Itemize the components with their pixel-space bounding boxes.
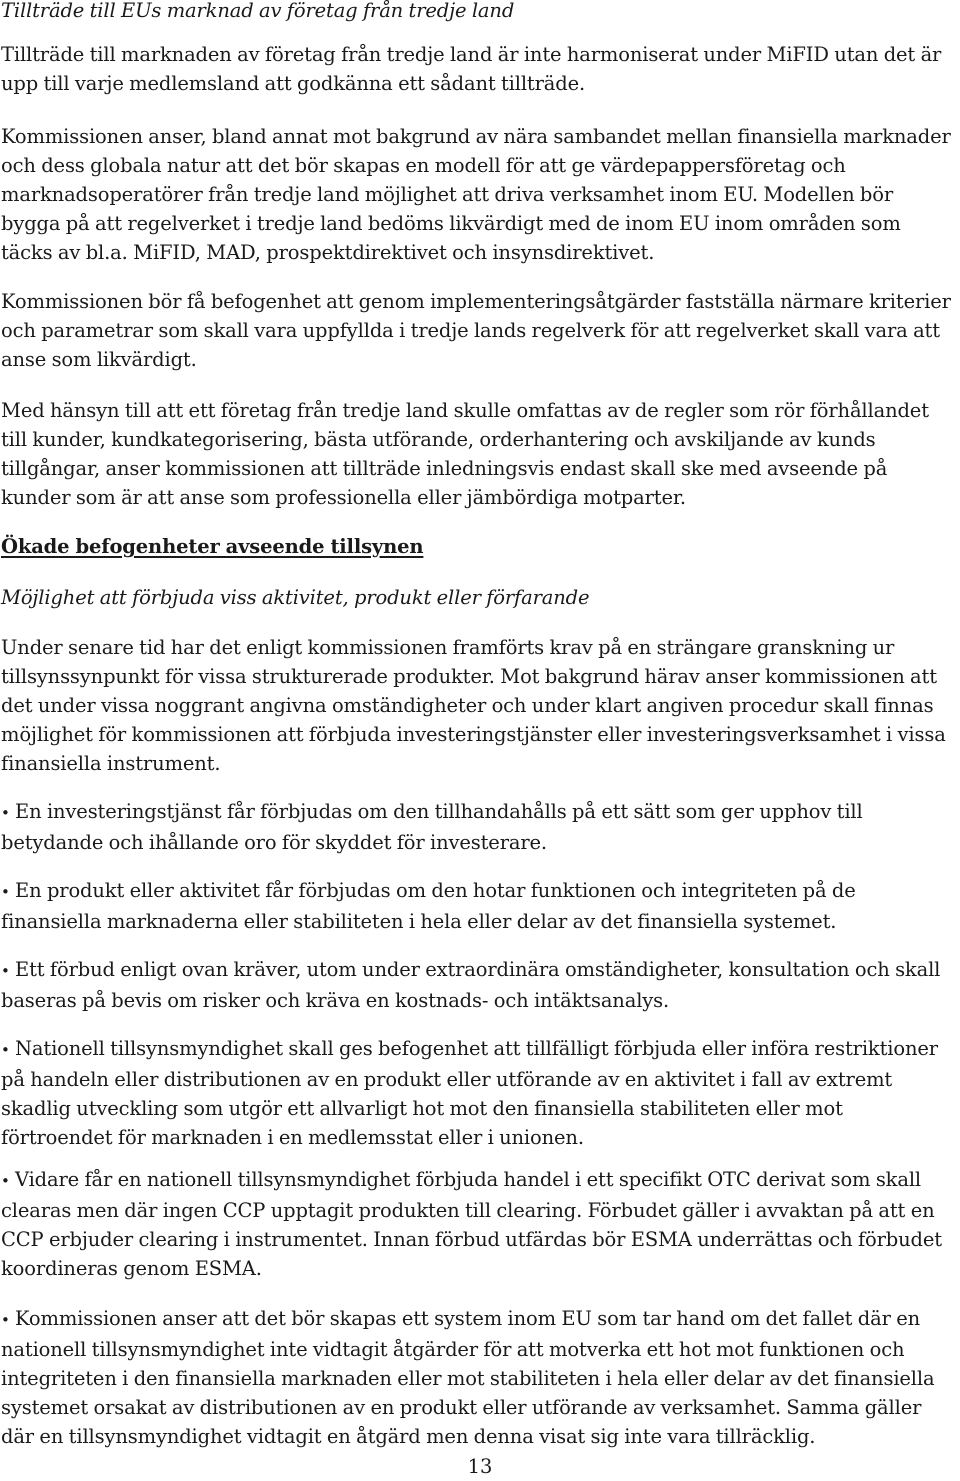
list-item-text: Vidare får en nationell tillsynsmyndighet förbjuda handel i ett specifikt OTC derivat som skall clearas men där ingen CCP upptagit produkten till clearing. Förbudet gäller i avvaktan på att en CCP erbjuder clearing i instrumentet. Innan förbud utfärdas bör ESMA underrättas och förbudet koordineras genom ESMA. [1,1168,942,1280]
bullet-icon: • [1,962,10,980]
bullet-icon: • [1,1041,10,1059]
list-item [1,955,957,1015]
list-item [1,1034,957,1152]
paragraph-2: Kommissionen anser, bland annat mot bakgrund av nära sambandet mellan finansiella marknader och dess globala natur att det bör skapas en modell för att ge värdepappersföretag och marknadsoperatörer från tredje land möjlighet att driva verksamhet inom EU. Modellen bör bygga på att regelverket i tredje land bedöms likvärdigt med de inom EU inom områden som täcks av bl.a. MiFID, MAD, prospektdirektivet och insynsdirektivet. [1,125,951,264]
list-item [1,1304,957,1451]
paragraph-4: Med hänsyn till att ett företag från tredje land skulle omfattas av de regler som rör förhållandet till kunder, kundkategorisering, bästa utförande, orderhantering och avskiljande av kunds tillgångar, anser kommissionen att tillträde inledningsvis endast skall ske med avseende på kunder som är att anse som professionella eller jämbördiga motparter. [1,399,929,509]
list-item-text: Kommissionen anser att det bör skapas ett system inom EU som tar hand om det fallet där en nationell tillsynsmyndighet inte vidtagit åtgärder för att motverka ett hot mot funktionen och integriteten i den finansiella marknaden eller mot stabiliteten i hela eller delar av det finansiella systemet orsakat av distributionen av en produkt eller utförande av verksamhet. Samma gäller där en tillsynsmyndighet vidtagit en åtgärd men denna visat sig inte vara tillräcklig. [1,1307,935,1448]
bullet-icon: • [1,1172,10,1190]
list-item-text: En produkt eller aktivitet får förbjudas om den hotar funktionen och integriteten på de finansiella marknaderna eller stabiliteten i hela eller delar av det finansiella systemet. [1,879,856,933]
list-item [1,1165,957,1283]
bullet-icon: • [1,804,10,822]
section-subheading: Möjlighet att förbjuda viss aktivitet, produkt eller förfarande [1,586,590,609]
list-item-text: En investeringstjänst får förbjudas om den tillhandahålls på ett sätt som ger upphov till betydande och ihållande oro för skyddet för investerare. [1,800,863,854]
section-title: Tillträde till EUs marknad av företag från tredje land [1,0,515,22]
paragraph-3: Kommissionen bör få befogenhet att genom implementeringsåtgärder fastställa närmare kriterier och parametrar som skall vara uppfyllda i tredje lands regelverk för att regelverket skall vara att anse som likvärdigt. [1,290,951,371]
section-heading: Ökade befogenheter avseende tillsynen [1,535,424,558]
page-number: 13 [467,1455,493,1478]
bullet-icon: • [1,883,10,901]
paragraph-1: Tillträde till marknaden av företag från tredje land är inte harmoniserat under MiFID utan det är upp till varje medlemsland att godkänna ett sådant tillträde. [1,43,942,95]
list-item-text: Ett förbud enligt ovan kräver, utom under extraordinära omständigheter, konsultation och skall baseras på bevis om risker och kräva en kostnads- och intäktsanalys. [1,958,941,1012]
list-item [1,876,957,936]
intro-paragraph: Under senare tid har det enligt kommissionen framförts krav på en strängare granskning ur tillsynssynpunkt för vissa strukturerade produkter. Mot bakgrund härav anser kommissionen att det under vissa noggrant angivna omständigheter och under klart angiven procedur skall finnas möjlighet för kommissionen att förbjuda investeringstjänster eller investeringsverksamhet i vissa finansiella instrument. [1,636,946,775]
list-item-text: Nationell tillsynsmyndighet skall ges befogenhet att tillfälligt förbjuda eller införa restriktioner på handeln eller distributionen av en produkt eller utförande av en aktivitet i fall av extremt skadlig utveckling som utgör ett allvarligt hot mot den finansiella stabiliteten eller mot förtroendet för marknaden i en medlemsstat eller i unionen. [1,1037,938,1149]
list-item [1,797,957,857]
bullet-icon: • [1,1311,10,1329]
